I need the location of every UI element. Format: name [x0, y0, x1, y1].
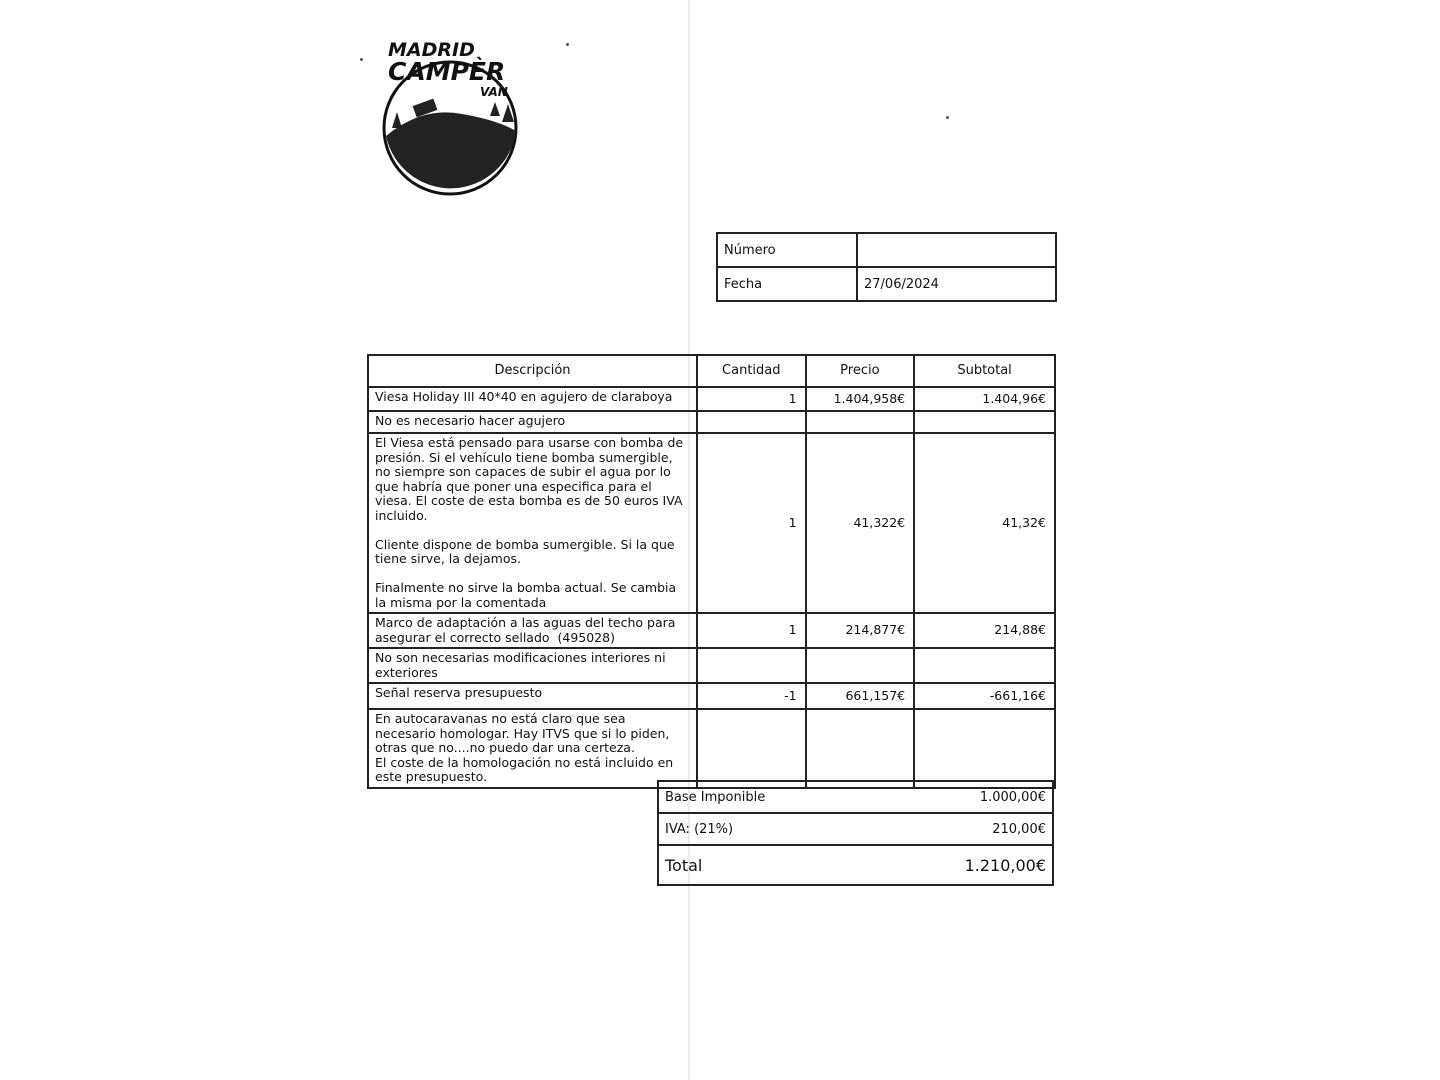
numero-label: Número: [717, 233, 857, 267]
row-subtotal: -661,16€: [914, 683, 1055, 709]
header-precio: Precio: [806, 355, 915, 387]
row-description: No es necesario hacer agujero: [368, 411, 697, 433]
logo-text-madrid: MADRID: [388, 39, 475, 61]
row-quantity: 1: [697, 387, 806, 411]
scan-speck: [566, 43, 569, 46]
table-row: [368, 613, 1055, 648]
row-quantity: [697, 411, 806, 433]
row-subtotal: [914, 709, 1055, 788]
row-price: 1.404,958€: [806, 387, 915, 411]
logo-text-van: VAN: [480, 85, 508, 99]
scan-speck: [946, 116, 949, 119]
row-quantity: 1: [697, 613, 806, 648]
total-row: [658, 845, 1053, 885]
row-description: En autocaravanas no está claro que sea necesario homologar. Hay ITVS que si lo piden, otras que no....no puedo dar una certeza. El coste de la homologación no está incluido en este presupuesto.: [368, 709, 697, 788]
row-description: Marco de adaptación a las aguas del techo para asegurar el correcto sellado (495028): [368, 613, 697, 648]
row-quantity: -1: [697, 683, 806, 709]
base-imponible-label: Base Imponible: [658, 781, 873, 813]
row-description: Señal reserva presupuesto: [368, 683, 697, 709]
table-row: [368, 387, 1055, 411]
table-header-row: [368, 355, 1055, 387]
table-row: [368, 683, 1055, 709]
fecha-value: 27/06/2024: [857, 267, 1056, 301]
header-cantidad: Cantidad: [697, 355, 806, 387]
row-quantity: [697, 648, 806, 683]
row-subtotal: [914, 648, 1055, 683]
table-row: [368, 648, 1055, 683]
numero-value: [857, 233, 1056, 267]
row-subtotal: [914, 411, 1055, 433]
iva-row: [658, 813, 1053, 845]
row-description: El Viesa está pensado para usarse con bomba de presión. Si el vehículo tiene bomba sumergible, no siempre son capaces de subir el agua por lo que habría que poner una especifica para el viesa. El coste de esta bomba es de 50 euros IVA incluido. Cliente dispone de bomba sumergible. Si la que tiene sirve, la dejamos. Finalmente no sirve la bomba actual. Se cambia la misma por la comentada: [368, 433, 697, 613]
base-imponible-value: 1.000,00€: [873, 781, 1053, 813]
logo-text-camper: CAMPÈR: [388, 57, 506, 86]
total-label: Total: [658, 845, 873, 885]
fecha-label: Fecha: [717, 267, 857, 301]
company-logo: [362, 36, 534, 196]
row-subtotal: 214,88€: [914, 613, 1055, 648]
row-description: No son necesarias modificaciones interiores ni exteriores: [368, 648, 697, 683]
row-price: 41,322€: [806, 433, 915, 613]
row-price: [806, 709, 915, 788]
row-price: [806, 411, 915, 433]
row-description: Viesa Holiday III 40*40 en agujero de claraboya: [368, 387, 697, 411]
base-imponible-row: [658, 781, 1053, 813]
table-row: [368, 433, 1055, 613]
row-quantity: [697, 709, 806, 788]
totals-box: [657, 780, 1054, 886]
iva-label: IVA: (21%): [658, 813, 873, 845]
row-subtotal: 41,32€: [914, 433, 1055, 613]
header-descripcion: Descripción: [368, 355, 697, 387]
row-price: [806, 648, 915, 683]
row-subtotal: 1.404,96€: [914, 387, 1055, 411]
table-row: [368, 709, 1055, 788]
table-row: [368, 411, 1055, 433]
row-quantity: 1: [697, 433, 806, 613]
header-subtotal: Subtotal: [914, 355, 1055, 387]
document-meta-box: [716, 232, 1057, 302]
items-table: [367, 354, 1056, 789]
row-price: 214,877€: [806, 613, 915, 648]
row-price: 661,157€: [806, 683, 915, 709]
iva-value: 210,00€: [873, 813, 1053, 845]
total-value: 1.210,00€: [873, 845, 1053, 885]
